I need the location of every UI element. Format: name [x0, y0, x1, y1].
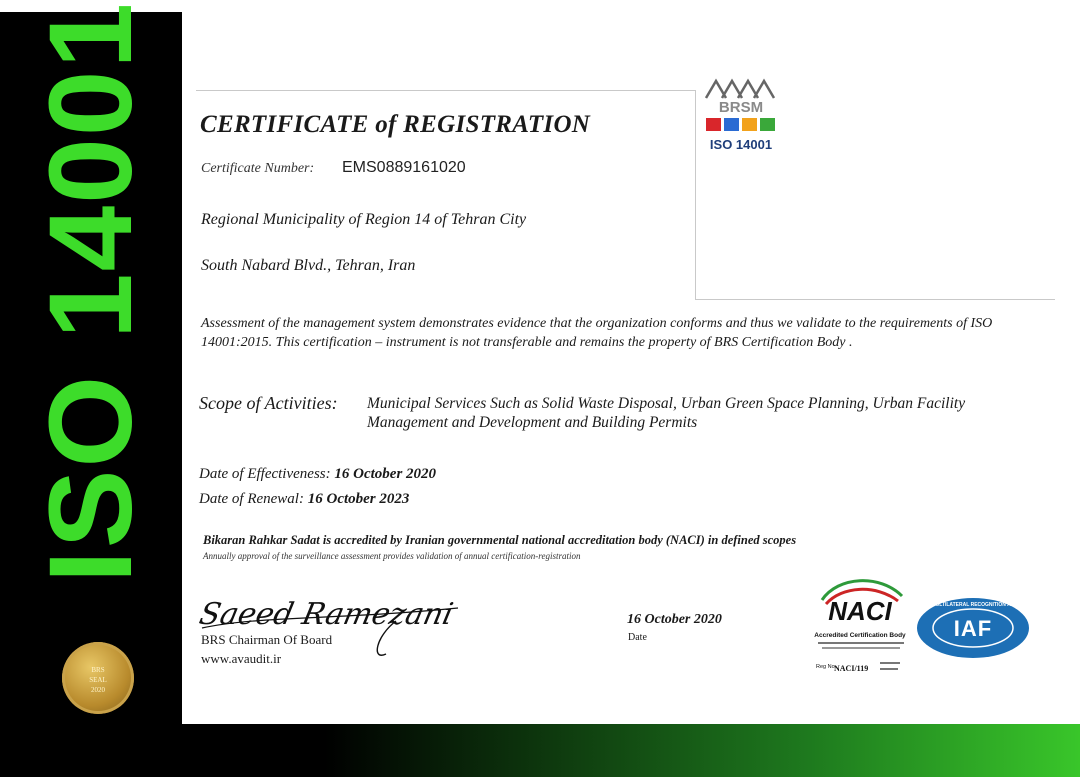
certificate-number: EMS0889161020 — [342, 159, 466, 176]
sidebar-band — [0, 0, 182, 724]
renewal-date: 16 October 2023 — [307, 491, 410, 507]
website-link: www.avaudit.ir — [201, 651, 282, 666]
certificate-number-label: Certificate Number: — [201, 161, 315, 176]
iso-vertical-title: ISO 14001 — [25, 0, 157, 584]
bottom-gradient-bar — [0, 724, 1080, 777]
scope-text: Municipal Services Such as Solid Waste Disposal, Urban Green Space Planning, Urban Facility Management and Development and Building Permits — [367, 395, 966, 431]
svg-text:Reg No.: Reg No. — [816, 664, 837, 670]
frame-line-top — [196, 90, 696, 91]
svg-text:ISO 14001: ISO 14001 — [709, 137, 773, 152]
certificate-title: CERTIFICATE of REGISTRATION — [200, 111, 591, 138]
annual-approval-note: Annually approval of the surveillance assessment provides validation of annual certification-registration — [203, 551, 581, 561]
frame-line-vertical — [695, 90, 696, 300]
frame-line-bottom — [695, 299, 1055, 300]
signature-date-label: Date — [628, 632, 647, 643]
signature-date: 16 October 2020 — [627, 612, 722, 627]
accreditation-statement: Bikaran Rahkar Sadat is accredited by Iranian governmental national accreditation body (NACI) in defined scopes — [203, 533, 797, 547]
organization-name: Regional Municipality of Region 14 of Tehran City — [201, 211, 527, 228]
svg-text:Accredited Certification Body: Accredited Certification Body — [814, 632, 906, 639]
renewal-date-row: Date of Renewal: 16 October 2023 — [199, 491, 410, 507]
svg-text:BRSM: BRSM — [718, 99, 764, 116]
svg-text:Saeed Ramezani: Saeed Ramezani — [196, 597, 457, 632]
brsm-logo — [704, 78, 779, 158]
iaf-logo — [899, 596, 1047, 660]
assessment-paragraph: Assessment of the management system demonstrates evidence that the organization conforms and thus we validate to the requirements of ISO 14001:2015. This certification – instrument is not transferable and remains the property of BRS Certification Body . — [201, 316, 993, 350]
scope-label: Scope of Activities: — [199, 393, 338, 413]
effectiveness-date-row: Date of Effectiveness: 16 October 2020 — [199, 466, 437, 482]
effectiveness-date: 16 October 2020 — [334, 466, 437, 482]
organization-address: South Nabard Blvd., Tehran, Iran — [201, 257, 416, 274]
signatory-title: BRS Chairman Of Board — [201, 632, 333, 647]
naci-logo — [808, 574, 914, 686]
svg-text:IAF: IAF — [953, 616, 993, 641]
svg-text:NACI: NACI — [828, 596, 892, 626]
svg-text:NACI/119: NACI/119 — [834, 664, 869, 673]
gold-seal-icon: BRS SEAL 2020 — [62, 642, 134, 714]
svg-text:MEMBER OF MULTILATERAL RECOGNI: MEMBER OF MULTILATERAL RECOGNITION ARRANGEMENT — [899, 602, 1047, 608]
